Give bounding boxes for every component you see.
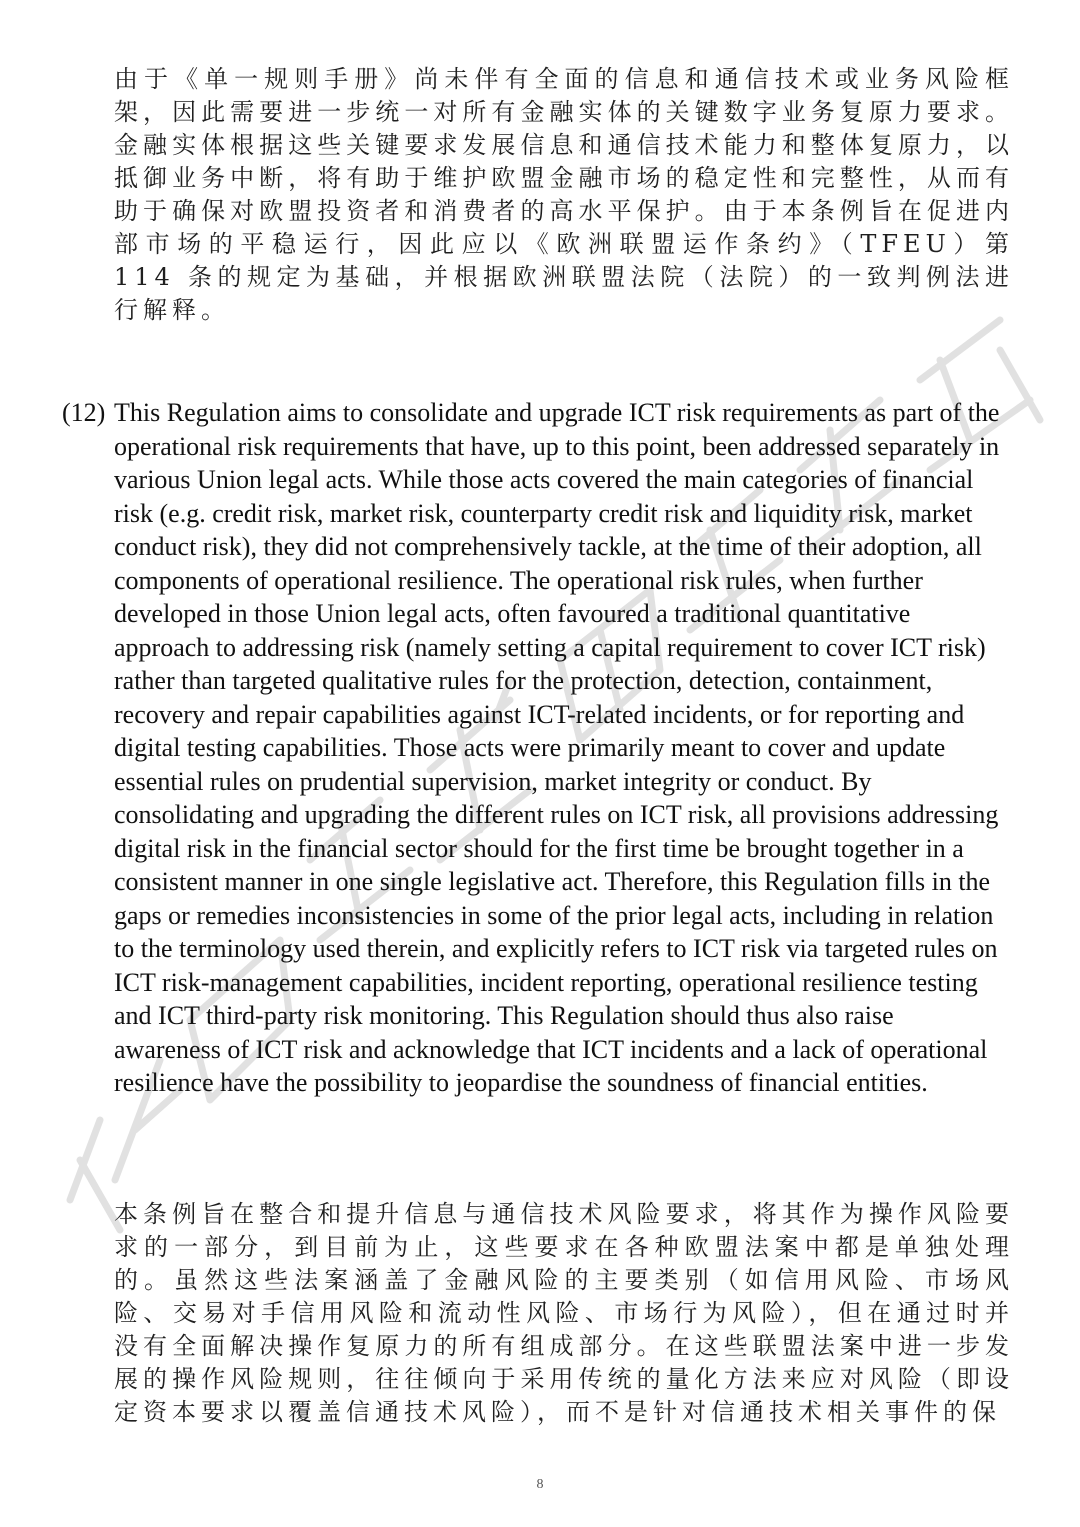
page-number: 8 — [536, 1477, 544, 1492]
english-paragraph-text: This Regulation aims to consolidate and upgrade ICT risk requirements as part of the operational risk requirements that have, up to this point, been addressed separately in various Union legal acts. While those acts covered the main categories of financial risk (e.g. credit risk, market risk, counterparty credit risk and liquidity risk, market conduct risk), they did not comprehensively tackle, at the time of their adoption, all components of operational resilience. The operational risk rules, when further developed in those Union legal acts, often favoured a traditional quantitative approach to addressing risk (namely setting a capital requirement to cover ICT risk) rather than targeted qualitative rules for the protection, detection, containment, recovery and repair capabilities against ICT-related incidents, or for reporting and digital testing capabilities. Those acts were primarily meant to cover and update essential rules on prudential supervision, market integrity or conduct. By consolidating and upgrading the different rules on ICT risk, all provisions addressing digital risk in the financial sector should for the first time be brought together in a consistent manner in one single legislative act. Therefore, this Regulation fills in the gaps or remedies inconsistencies in some of the prior legal acts, including in relation to the terminology used therein, and explicitly refers to ICT risk via targeted rules on ICT risk-management capabilities, incident reporting, operational resilience testing and ICT third-party risk monitoring. This Regulation should thus also raise awareness of ICT risk and acknowledge that ICT incidents and a lack of operational resilience have the possibility to jeopardise the soundness of financial entities. — [114, 398, 1000, 1097]
paragraph-number: (12) — [62, 398, 106, 427]
chinese-paragraph-11: 由于《单一规则手册》尚未伴有全面的信息和通信技术或业务风险框架，因此需要进一步统一对所有金融实体的关键数字业务复原力要求。金融实体根据这些关键要求发展信息和通信技术能力和整体复原力，以抵御业务中断，将有助于维护欧盟金融市场的稳定性和完整性，从而有助于确保对欧盟投资者和消费者的高水平保护。由于本条例旨在促进内部市场的平稳运行，因此应以《欧洲联盟运作条约》（TFEU）第 114 条的规定为基础，并根据欧洲联盟法院（法院）的一致判例法进行解释。 — [114, 65, 1014, 324]
chinese-paragraph-12: 本条例旨在整合和提升信息与通信技术风险要求，将其作为操作风险要求的一部分，到目前为止，这些要求在各种欧盟法案中都是单独处理的。虽然这些法案涵盖了金融风险的主要类别（如信用风险、市场风险、交易对手信用风险和流动性风险、市场行为风险），但在通过时并没有全面解决操作复原力的所有组成部分。在这些联盟法案中进一步发展的操作风险规则，往往倾向于采用传统的量化方法来应对风险（即设定资本要求以覆盖信通技术风险），而不是针对信通技术相关事件的保 — [114, 1200, 1014, 1426]
paragraph-12 — [62, 396, 1022, 1100]
